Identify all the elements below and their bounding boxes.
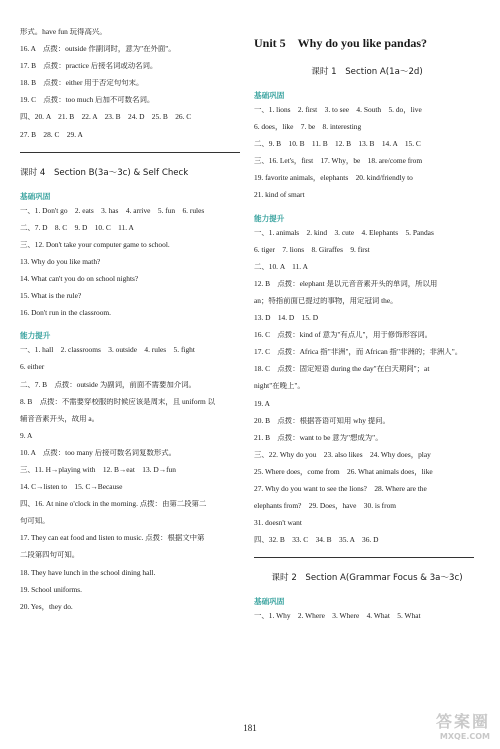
answer-line: 18. B 点拨：either 用于否定句句末。 xyxy=(20,79,144,88)
answer-line: 13. D 14. D 15. D xyxy=(254,314,319,323)
answer-line: 四、16. At nine o'clock in the morning. 点拨：由第二段第二 xyxy=(20,500,207,509)
answer-line: 19. C 点拨：too much 后加不可数名词。 xyxy=(20,96,155,105)
answer-line: 20. Yes，they do. xyxy=(20,602,73,611)
watermark-url: MXQE.COM xyxy=(439,732,490,741)
answer-line: 8. B 点拨：不需要穿校服的时候应该是周末，且 uniform 以 xyxy=(20,397,216,406)
section-heading: 能力提升 xyxy=(254,213,285,223)
answer-line: 17. C 点拨：Africa 指"非洲"，而 African 指"非洲的；非洲人"。 xyxy=(254,348,463,357)
answer-line: 18. They have lunch in the school dining hall. xyxy=(20,568,156,577)
right-column xyxy=(254,28,480,629)
answer-line: 6. tiger 7. lions 8. Giraffes 9. first xyxy=(254,245,370,254)
answer-line: 25. Where does，come from 26. What animals does，like xyxy=(254,467,433,476)
section-heading: 能力提升 xyxy=(20,331,51,341)
answer-line: 21. B 点拨：want to be 意为"想成为"。 xyxy=(254,433,383,442)
answer-line: 二段第四句可知。 xyxy=(20,551,80,560)
answer-line: 21. kind of smart xyxy=(254,191,305,200)
answer-line: 形式。have fun 玩得高兴。 xyxy=(20,28,107,36)
answer-line: 16. A 点拨：outside 作副词时，意为"在外面"。 xyxy=(20,45,176,54)
answer-line: 13. Why do you like math? xyxy=(20,257,101,266)
answer-line: 辅音音素开头，故用 a。 xyxy=(20,414,100,423)
left-column xyxy=(20,28,246,620)
answer-line: 18. C 点拨：固定短语 during the day"在白天期间"；at xyxy=(254,365,430,374)
watermark-text: 答案圈 xyxy=(435,712,490,731)
answer-line: 16. Don't run in the classroom. xyxy=(20,309,112,318)
lesson-title: 课时 1 Section A(1a～2d) xyxy=(311,67,423,77)
section-heading: 基础巩固 xyxy=(254,597,285,607)
answer-line: 二、9. B 10. B 11. B 12. B 13. B 14. A 15. C xyxy=(254,140,421,149)
answer-line: 一、1. lions 2. first 3. to see 4. South 5. do，live xyxy=(254,106,422,114)
answer-line: 15. What is the rule? xyxy=(20,292,82,301)
answer-line: 6. does，like 7. be 8. interesting xyxy=(254,123,362,132)
answer-line: 三、12. Don't take your computer game to school. xyxy=(20,240,170,249)
answer-line: 19. School uniforms. xyxy=(20,585,82,594)
answer-line: 27. Why do you want to see the lions? 28. Where are the xyxy=(254,484,427,493)
answer-line: 19. favorite animals，elephants 20. kind/friendly to xyxy=(254,174,413,183)
answer-line: 27. B 28. C 29. A xyxy=(20,130,83,139)
lesson-title: 课时 2 Section A(Grammar Focus & 3a～3c) xyxy=(271,573,463,584)
answer-line: 四、32. B 33. C 34. B 35. A 36. D xyxy=(254,536,379,545)
answer-line: 16. C 点拨：kind of 意为"有点儿"，用于修饰形容词。 xyxy=(254,331,433,340)
answer-line: 14. C→listen to 15. C→Because xyxy=(20,483,123,492)
answer-line: 一、1. animals 2. kind 3. cute 4. Elephants 5. Pandas xyxy=(254,228,434,237)
answer-line: 三、11. H→playing with 12. B→eat 13. D→fun xyxy=(20,465,176,474)
answer-line: an；特指前面已提过的事物，用定冠词 the。 xyxy=(254,296,398,305)
answer-line: 12. B 点拨：elephant 是以元音音素开头的单词，所以用 xyxy=(254,279,438,288)
answer-line: 句可知。 xyxy=(20,517,50,526)
section-heading: 基础巩固 xyxy=(254,91,285,100)
answer-line: 一、1. Don't go 2. eats 3. has 4. arrive 5. fun 6. rules xyxy=(20,206,205,215)
answer-line: 20. B 点拨：根据答语可知用 why 提问。 xyxy=(254,416,390,425)
watermark-logo xyxy=(436,709,490,741)
answer-line: 二、10. A 11. A xyxy=(254,262,308,271)
answer-line: 17. B 点拨：practice 后接名词或动名词。 xyxy=(20,62,158,71)
page-number: 181 xyxy=(243,723,257,733)
answer-line: 一、1. hall 2. classrooms 3. outside 4. rules 5. fight xyxy=(20,346,195,355)
answer-line: 二、7. B 点拨：outside 为副词，前面不需要加介词。 xyxy=(20,380,196,389)
answer-line: 三、16. Let's，first 17. Why，be 18. are/come from xyxy=(254,157,423,166)
lesson-title: 课时 4 Section B(3a～3c) & Self Check xyxy=(20,167,189,178)
answer-line: 四、20. A 21. B 22. A 23. B 24. D 25. B 26. C xyxy=(20,113,192,122)
answer-line: night"在晚上"。 xyxy=(254,382,305,391)
answer-line: 9. A xyxy=(20,431,33,440)
answer-line: 19. A xyxy=(254,399,271,408)
answer-line: 14. What can't you do on school nights? xyxy=(20,275,139,284)
answer-line: 17. They can eat food and listen to music. 点拨：根据文中第 xyxy=(20,534,205,543)
answer-line: elephants from? 29. Does，have 30. is from xyxy=(254,502,397,511)
section-divider xyxy=(20,152,240,153)
section-heading: 基础巩固 xyxy=(20,191,51,201)
answer-line: 6. either xyxy=(20,363,45,372)
answer-line: 二、7. D 8. C 9. D 10. C 11. A xyxy=(20,223,134,232)
unit-title: Unit 5 Why do you like pandas? xyxy=(254,36,428,50)
answer-line: 三、22. Why do you 23. also likes 24. Why does，play xyxy=(254,450,431,459)
answer-line: 一、1. Why 2. Where 3. Where 4. What 5. What xyxy=(254,612,421,621)
section-divider xyxy=(254,557,474,558)
answer-line: 31. doesn't want xyxy=(254,519,302,528)
answer-line: 10. A 点拨：too many 后接可数名词复数形式。 xyxy=(20,448,177,457)
